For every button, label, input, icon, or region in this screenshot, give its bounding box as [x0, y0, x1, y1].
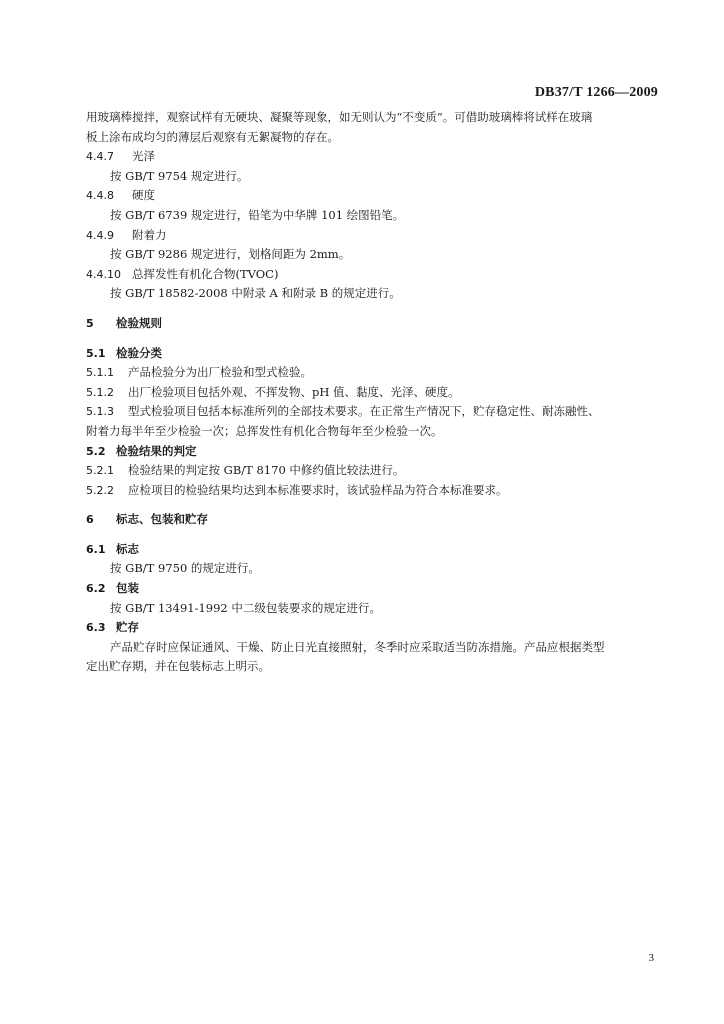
clause-continuation: 附着力每半年至少检验一次；总挥发性有机化合物每年至少检验一次。: [86, 423, 443, 438]
chapter-number: 5: [86, 316, 94, 330]
chapter-title: 标志、包装和贮存: [116, 512, 208, 527]
clause: [86, 402, 660, 422]
clause-text: 出厂检验项目包括外观、不挥发物、pH 值、黏度、光泽、硬度。: [128, 384, 460, 399]
document-body: [86, 108, 660, 677]
section-number: 6.1: [86, 542, 106, 556]
section-heading: [86, 147, 660, 167]
section-number: 4.4.10: [86, 267, 121, 281]
section-number: 5.2: [86, 444, 106, 458]
section-number: 6.3: [86, 621, 106, 635]
section-title: 光泽: [132, 149, 155, 164]
section-text-continuation: 定出贮存期，并在包装标志上明示。: [86, 659, 270, 674]
clause-text: 检验结果的判定按 GB/T 8170 中修约值比较法进行。: [128, 463, 405, 478]
section-number: 4.4.7: [86, 150, 114, 164]
clause-number: 5.2.1: [86, 464, 114, 478]
section-text: 按 GB/T 6739 规定进行，铅笔为中华牌 101 绘图铅笔。: [110, 207, 405, 222]
clause-text: 型式检验项目包括本标准所列的全部技术要求。在正常生产情况下，贮存稳定性、耐冻融性、: [128, 404, 600, 419]
clause-number: 5.1.3: [86, 405, 114, 419]
section-number: 5.1: [86, 346, 106, 360]
clause: [86, 461, 660, 481]
section-heading: [86, 540, 660, 560]
section-title: 硬度: [132, 188, 155, 203]
section-title: 总挥发性有机化合物(TVOC): [132, 266, 279, 281]
paragraph-line: 板上涂布成均匀的薄层后观察有无絮凝物的存在。: [86, 129, 339, 144]
document-code: DB37/T 1266—2009: [534, 85, 658, 100]
clause: [86, 481, 660, 501]
chapter-heading: [86, 510, 660, 530]
clause-number: 5.1.1: [86, 366, 114, 380]
section-heading: [86, 442, 660, 462]
section-heading: [86, 226, 660, 246]
section-heading: [86, 186, 660, 206]
section-text: 产品贮存时应保证通风、干燥、防止日光直接照射，冬季时应采取适当防冻措施。产品应根据类型: [110, 639, 605, 654]
chapter-title: 检验规则: [116, 315, 162, 330]
paragraph-line: 用玻璃棒搅拌，观察试样有无硬块、凝聚等现象，如无则认为“不变质”。可借助玻璃棒将试样在玻璃: [86, 110, 593, 124]
section-heading: [86, 618, 660, 638]
section-text: 按 GB/T 9286 规定进行，划格间距为 2mm。: [110, 247, 351, 262]
section-title: 贮存: [116, 620, 139, 635]
section-heading: [86, 265, 660, 285]
section-title: 检验分类: [116, 345, 162, 360]
page-number: 3: [648, 952, 654, 964]
clause-number: 5.2.2: [86, 483, 114, 497]
chapter-heading: [86, 314, 660, 334]
section-heading: [86, 579, 660, 599]
section-title: 检验结果的判定: [116, 443, 197, 458]
clause: [86, 363, 660, 383]
section-text: 按 GB/T 13491-1992 中二级包装要求的规定进行。: [110, 600, 381, 615]
section-heading: [86, 344, 660, 364]
section-number: 4.4.8: [86, 189, 114, 203]
section-number: 6.2: [86, 582, 106, 596]
section-text: 按 GB/T 9750 的规定进行。: [110, 561, 260, 576]
section-text: 按 GB/T 18582-2008 中附录 A 和附录 B 的规定进行。: [110, 286, 401, 301]
chapter-number: 6: [86, 513, 94, 527]
clause-text: 产品检验分为出厂检验和型式检验。: [128, 365, 312, 380]
clause-number: 5.1.2: [86, 385, 114, 399]
section-title: 包装: [116, 581, 139, 596]
section-number: 4.4.9: [86, 228, 114, 242]
section-text: 按 GB/T 9754 规定进行。: [110, 168, 249, 183]
clause-text: 应检项目的检验结果均达到本标准要求时，该试验样品为符合本标准要求。: [128, 482, 508, 497]
section-title: 附着力: [132, 227, 167, 242]
section-title: 标志: [116, 541, 139, 556]
clause: [86, 383, 660, 403]
